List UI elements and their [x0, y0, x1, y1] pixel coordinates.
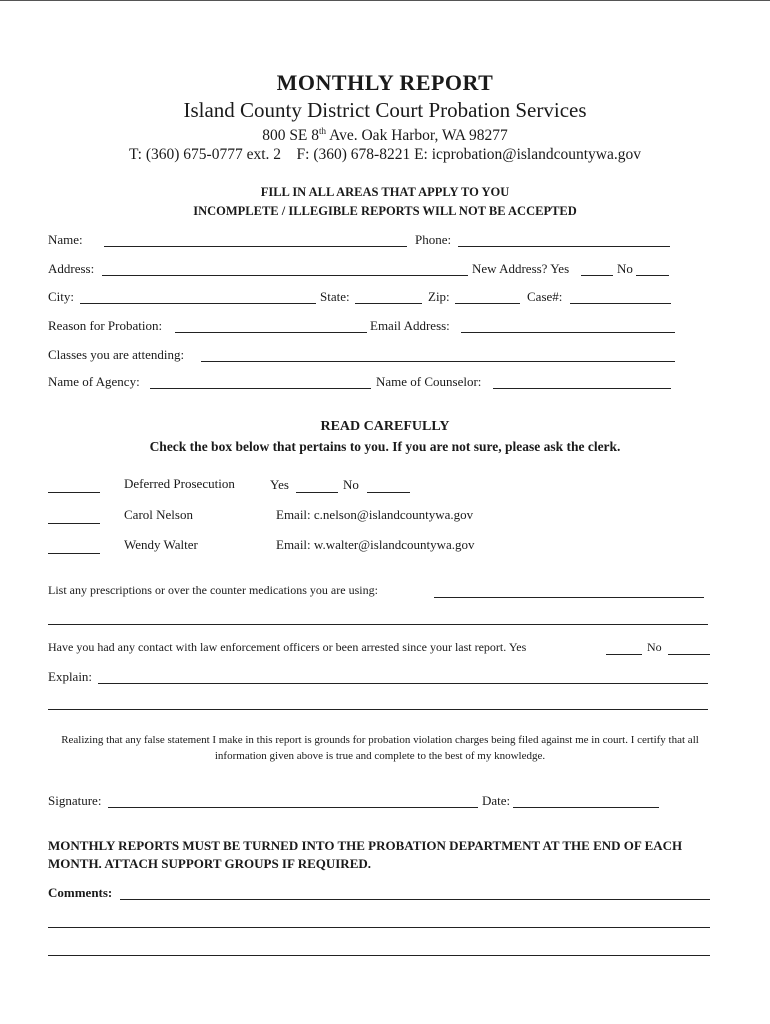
zip-field[interactable]: [455, 303, 520, 304]
email-label: Email Address:: [370, 318, 450, 333]
new-address-no-label: No: [617, 261, 633, 276]
classes-field[interactable]: [201, 361, 675, 362]
carol-nelson-checkbox[interactable]: [48, 523, 100, 524]
page-subtitle: Island County District Court Probation Services: [183, 98, 587, 122]
notice-line-2: INCOMPLETE / ILLEGIBLE REPORTS WILL NOT BE ACCEPTED: [193, 204, 577, 218]
certification-statement: Realizing that any false statement I make in this report is grounds for probation violation charges being filed against me in court. I certify that all information given above is true and complete to the best of my knowledge.: [61, 734, 699, 762]
notice-line-1: FILL IN ALL AREAS THAT APPLY TO YOU: [260, 185, 510, 199]
carol-nelson-email: Email: c.nelson@islandcountywa.gov: [276, 507, 474, 522]
classes-label: Classes you are attending:: [48, 347, 185, 362]
reason-field[interactable]: [175, 332, 367, 333]
city-label: City:: [48, 289, 75, 304]
comments-field-line-3[interactable]: [48, 955, 710, 956]
signature-field[interactable]: [108, 807, 478, 808]
agency-field[interactable]: [150, 388, 371, 389]
phone-label: Phone:: [415, 232, 452, 247]
deferred-yes-label: Yes: [270, 477, 289, 492]
deferred-prosecution-label: Deferred Prosecution: [124, 476, 235, 491]
office-address: [0, 126, 770, 145]
wendy-walter-email: Email: w.walter@islandcountywa.gov: [276, 537, 475, 552]
deferred-no-label: No: [343, 477, 359, 492]
new-address-label: New Address? Yes: [472, 261, 570, 276]
address-label: Address:: [48, 261, 95, 276]
page-title: MONTHLY REPORT: [276, 70, 494, 95]
phone-field[interactable]: [458, 246, 670, 247]
top-edge-line: [0, 0, 770, 1]
address-field[interactable]: [102, 275, 468, 276]
address-ordinal: th: [319, 126, 327, 136]
name-label: Name:: [48, 232, 83, 247]
deferred-prosecution-checkbox[interactable]: [48, 492, 100, 493]
case-label: Case#:: [527, 289, 563, 304]
law-contact-no-field[interactable]: [668, 654, 710, 655]
prescriptions-field[interactable]: [434, 597, 704, 598]
wendy-walter-label: Wendy Walter: [124, 537, 198, 552]
monthly-report-notice: MONTHLY REPORTS MUST BE TURNED INTO THE PROBATION DEPARTMENT AT THE END OF EACH MONTH. ATTACH SUPPORT GROUPS IF REQUIRED.: [48, 838, 683, 871]
wendy-walter-checkbox[interactable]: [48, 553, 100, 554]
explain-field[interactable]: [98, 683, 708, 684]
agency-label: Name of Agency:: [48, 374, 140, 389]
read-carefully-heading: READ CAREFULLY: [320, 419, 450, 434]
carol-nelson-label: Carol Nelson: [124, 507, 193, 522]
read-carefully-instruction: Check the box below that pertains to you. If you are not sure, please ask the clerk.: [149, 439, 621, 454]
law-contact-no-label: No: [647, 640, 662, 654]
office-contact: T: (360) 675-0777 ext. 2 F: (360) 678-8221 E: icprobation@islandcountywa.gov: [128, 146, 641, 163]
counselor-label: Name of Counselor:: [376, 374, 482, 389]
city-field[interactable]: [80, 303, 316, 304]
prescriptions-label: List any prescriptions or over the counter medications you are using:: [48, 583, 378, 597]
address-city: Ave. Oak Harbor, WA 98277: [326, 127, 508, 145]
state-label: State:: [320, 289, 350, 304]
deferred-yes-field[interactable]: [296, 492, 338, 493]
comments-field[interactable]: [120, 899, 710, 900]
explain-field-line-2[interactable]: [48, 709, 708, 710]
comments-field-line-2[interactable]: [48, 927, 710, 928]
case-field[interactable]: [570, 303, 671, 304]
comments-label: Comments:: [48, 885, 113, 900]
date-field[interactable]: [513, 807, 659, 808]
new-address-yes-field[interactable]: [581, 275, 613, 276]
law-contact-yes-field[interactable]: [606, 654, 642, 655]
reason-label: Reason for Probation:: [48, 318, 163, 333]
zip-label: Zip:: [428, 289, 450, 304]
address-street: 800 SE 8: [262, 127, 320, 145]
email-field[interactable]: [461, 332, 675, 333]
counselor-field[interactable]: [493, 388, 671, 389]
signature-label: Signature:: [48, 793, 102, 808]
name-field[interactable]: [104, 246, 407, 247]
date-label: Date:: [482, 793, 511, 808]
new-address-no-field[interactable]: [636, 275, 669, 276]
deferred-no-field[interactable]: [367, 492, 410, 493]
explain-label: Explain:: [48, 669, 93, 684]
state-field[interactable]: [355, 303, 422, 304]
law-contact-label: Have you had any contact with law enforcement officers or been arrested since your last report. Yes: [48, 640, 527, 654]
prescriptions-field-line-2[interactable]: [48, 624, 708, 625]
